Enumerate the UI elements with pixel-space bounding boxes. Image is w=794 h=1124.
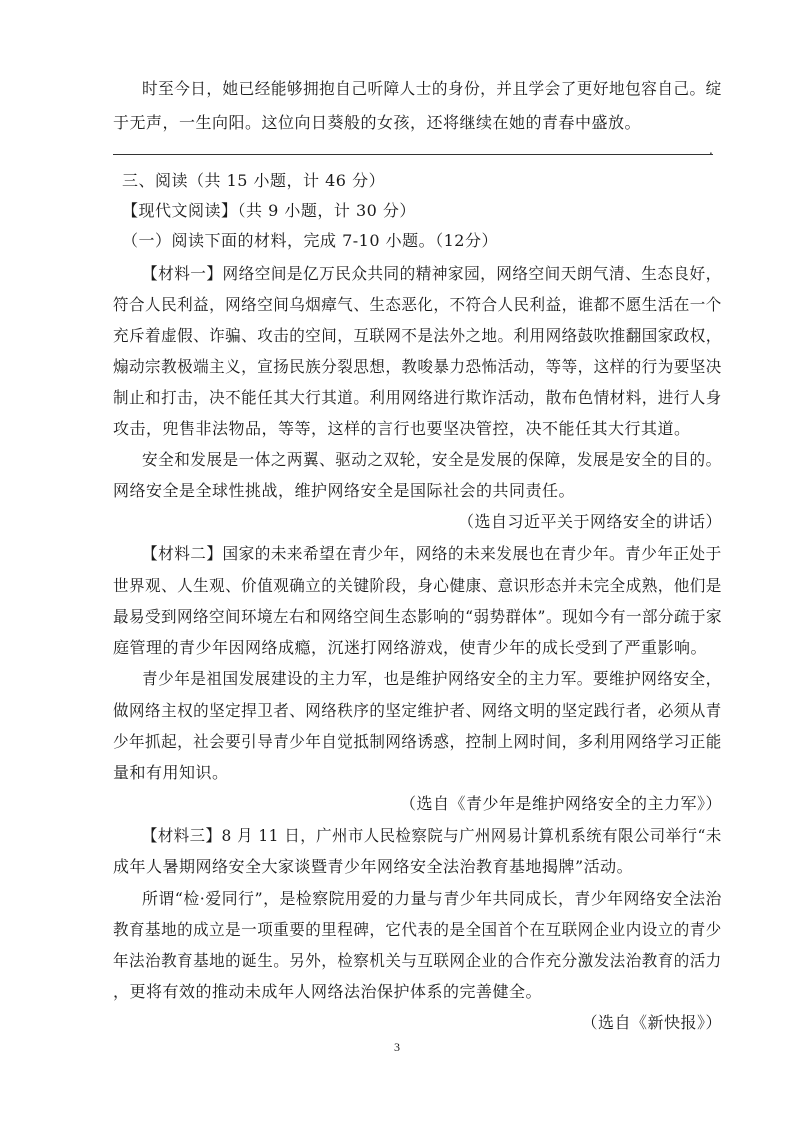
material1-line: 安全和发展是一体之两翼、驱动之双轮，安全是发展的保障，发展是安全的目的。 xyxy=(142,450,722,469)
material1-line: 充斥着虚假、诈骗、攻击的空间，互联网不是法外之地。利用网络鼓吹推翻国家政权， xyxy=(113,326,722,345)
page-number: 3 xyxy=(394,1040,400,1054)
material2-line: 做网络主权的坚定捍卫者、网络秩序的坚定维护者、网络文明的坚定践行者，必须从青 xyxy=(113,701,722,720)
material2-line: 青少年是祖国发展建设的主力军，也是维护网络安全的主力军。要维护网络安全， xyxy=(142,669,722,688)
material1-line: 符合人民利益，网络空间乌烟瘴气、生态恶化，不符合人民利益，谁都不愿生活在一个 xyxy=(113,295,722,314)
material3-line: ，更将有效的推动未成年人网络法治保护体系的完善健全。 xyxy=(113,982,543,1001)
material3-line: 所谓“检·爱同行”，是检察院用爱的力量与青少年共同成长，青少年网络安全法治 xyxy=(142,889,722,908)
material2-line: 少年抓起，社会要引导青少年自觉抵制网络诱惑，控制上网时间，多利用网络学习正能 xyxy=(113,732,722,751)
material1-line: 网络安全是全球性挑战，维护网络安全是国际社会的共同责任。 xyxy=(113,481,576,500)
material2-line: 最易受到网络空间环境左右和网络空间生态影响的“弱势群体”。现如今有一部分疏于家 xyxy=(113,607,723,626)
material3-line: 【材料三】8 月 11 日，广州市人民检察院与广州网易计算机系统有限公司举行“未 xyxy=(142,826,722,845)
material1-line: 制止和打击，决不能任其大行其道。利用网络进行欺诈活动，散布色情材料，进行人身 xyxy=(113,388,722,407)
section-subheading: 【现代文阅读】（共 9 小题，计 30 分） xyxy=(122,201,416,220)
material2-line: 【材料二】国家的未来希望在青少年，网络的未来发展也在青少年。青少年正处于 xyxy=(142,544,722,563)
material1-line: 【材料一】网络空间是亿万民众共同的精神家园，网络空间天朗气清、生态良好， xyxy=(142,264,722,283)
material2-source: （选自《青少年是维护网络安全的主力军》） xyxy=(399,794,722,813)
material3-line: 成年人暑期网络安全大家谈暨青少年网络安全法治教育基地揭牌”活动。 xyxy=(113,857,634,876)
section-heading: 三、阅读（共 15 小题，计 46 分） xyxy=(122,171,386,190)
material1-line: 煽动宗教极端主义，宣扬民族分裂思想，教唆暴力恐怖活动，等等，这样的行为要坚决 xyxy=(113,357,722,376)
material2-line: 世界观、人生观、价值观确立的关键阶段，身心健康、意识形态并未完全成熟，他们是 xyxy=(113,576,722,595)
top-paragraph-line-1: 时至今日，她已经能够拥抱自己听障人士的身份，并且学会了更好地包容自己。绽 xyxy=(142,79,722,98)
material2-line: 量和有用知识。 xyxy=(113,763,229,782)
material3-line: 年法治教育基地的诞生。另外，检察机关与互联网企业的合作充分激发法治教育的活力 xyxy=(113,951,722,970)
part-heading: （一）阅读下面的材料，完成 7-10 小题。（12分） xyxy=(122,231,498,250)
divider-mark: . xyxy=(709,143,713,157)
material3-source: （选自《新快报》） xyxy=(581,1013,722,1032)
top-paragraph-line-2: 于无声，一生向阳。这位向日葵般的女孩，还将继续在她的青春中盛放。 xyxy=(113,113,642,132)
material2-line: 庭管理的青少年因网络成瘾，沉迷打网络游戏，使青少年的成长受到了严重影响。 xyxy=(113,638,708,657)
material1-line: 攻击，兜售非法物品，等等，这样的言行也要坚决管控，决不能任其大行其道。 xyxy=(113,419,691,438)
material3-line: 教育基地的成立是一项重要的里程碑，它代表的是全国首个在互联网企业内设立的青少 xyxy=(113,920,722,939)
material1-source: （选自习近平关于网络安全的讲话） xyxy=(457,512,722,531)
divider-line xyxy=(113,154,713,155)
